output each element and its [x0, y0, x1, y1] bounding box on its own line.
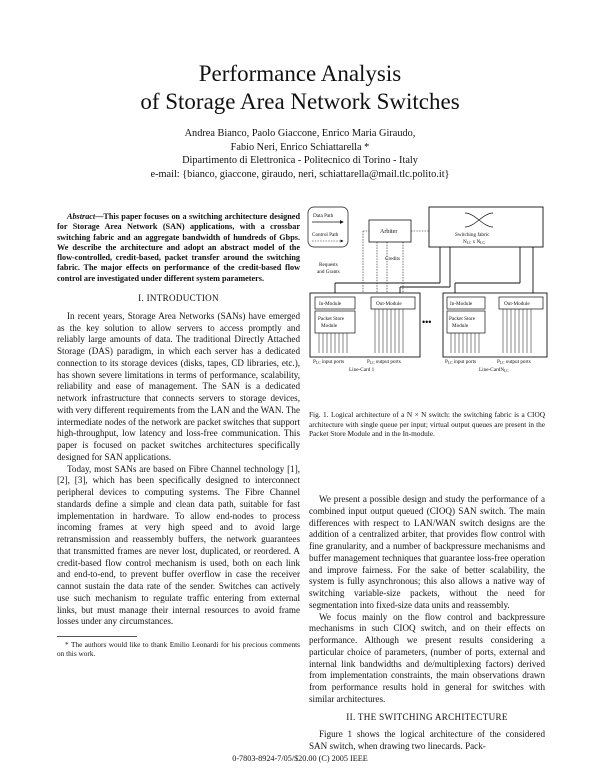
packet-store-label-n: Packet Store: [449, 316, 476, 322]
p-lc-output-1: $P_{LC}$ output ports: [367, 359, 401, 366]
authors-line-2: Fabio Neri, Enrico Schiattarella *: [230, 141, 370, 153]
intro-paragraph-1: In recent years, Storage Area Networks (SANs) have emerged as the key solution to allow servers to access promptly and reliably large amounts of data. The traditional Directly Attached Storage (DAS) paradigm, in which each server has a dedicated connection to its storage devices (disks, tapes, CD libraries, etc.), has shown severe limitations in terms of performance, scalability, reliability and ease of management. The SAN is a dedicated network infrastructure that connects servers to storage devices, with very different requirements from the LAN and the WAN. The intermediate nodes of the network are packet switches that support high-throughput, low latency and loss-free communication. This paper is focused on packet switches architectures specifically designed for SAN applications.: [57, 310, 300, 462]
legend-data-path: Data Path: [313, 213, 334, 219]
paper-title: [0, 60, 600, 116]
linecard-1: [310, 293, 420, 373]
section-introduction-heading: I. INTRODUCTION: [138, 293, 219, 304]
p-lc-input-1: $P_{LC}$ input ports: [313, 359, 345, 366]
linecard-1-label: Line-Card 1: [349, 367, 375, 373]
linecard-n-label: Line-CardN$_{LC}$: [479, 367, 509, 374]
p-lc-output-n: $P_{LC}$ output ports: [497, 359, 531, 366]
switching-fabric-box: [429, 207, 543, 247]
author-block: [0, 127, 600, 181]
legend-box: [308, 207, 348, 247]
out-module-label-1: Out-Module: [376, 301, 402, 307]
module-label-n: Module: [452, 323, 469, 329]
credits-label: Credits: [385, 256, 400, 262]
figure-caption: Fig. 1. Logical architecture of a N × N switch: the switching fabric is a CIOQ architecture with single queue per input; virtual output queues are present in the Packet Store Module and in the In-module.: [309, 410, 545, 438]
title-line-1: Performance Analysis: [198, 61, 402, 86]
email: e-mail: {bianco, giaccone, giraudo, neri, schiattarella@mail.tlc.polito.it}: [150, 168, 450, 180]
title-line-2: of Storage Area Network Switches: [140, 89, 460, 114]
ellipsis-dots: •••: [422, 317, 432, 327]
section-architecture-heading: II. THE SWITCHING ARCHITECTURE: [346, 711, 508, 722]
fabric-label: Switching fabric: [455, 232, 490, 238]
architecture-figure: [305, 203, 550, 405]
arbiter-label: Arbiter: [380, 229, 398, 235]
right-paragraph-2: We focus mainly on the flow control and backpressure mechanisms in such CIOQ switch, and on their effects on performance. Although we present results considering a particular choice of parameters, (number of ports, external and internal link bandwidths and de/multiplexing factors) derived from implementation constraints, the main observations drawn from performance results hold in general for switches with similar architectures.: [309, 611, 545, 704]
affiliation: Dipartimento di Elettronica - Politecnico di Torino - Italy: [182, 155, 418, 166]
fabric-size: $N_{LC}$ x $N_{LC}$: [463, 239, 485, 246]
right-column: [309, 494, 545, 753]
packet-store-label-1: Packet Store: [318, 316, 345, 322]
abstract-label: Abstract: [67, 212, 96, 221]
out-module-label-n: Out-Module: [504, 301, 530, 307]
in-module-label-n: In-Module: [450, 301, 473, 307]
p-lc-input-n: $P_{LC}$ input ports: [445, 359, 477, 366]
footnote: * The authors would like to thank Emilio Leonardi for his precious comments on this work.: [57, 640, 300, 659]
grants-label: and Grants: [317, 269, 340, 275]
authors-line-1: Andrea Bianco, Paolo Giaccone, Enrico Maria Giraudo,: [184, 128, 416, 139]
footnote-rule: [57, 636, 137, 637]
right-paragraph-1: We present a possible design and study the performance of a combined input output queued (CIOQ) SAN switch. The main differences with respect to LAN/WAN switch designs are the addition of a centralized arbiter, that provides flow control with fine granularity, and a number of backpressure mechanisms and buffer management techniques that guarantee loss-free operation and improve fairness. For the sake of better scalability, the system is fully asynchronous; this also allows a native way of switching variable-size packets, without the need for segmentation into fixed-size data units and reassembly.: [309, 494, 545, 610]
module-label-1: Module: [321, 323, 338, 329]
left-column: [57, 212, 300, 658]
linecard-n: [443, 293, 547, 373]
requests-label: Requests: [319, 262, 338, 268]
abstract-text: —This paper focuses on a switching architecture designed for Storage Area Network (SAN) applications, with a crossbar switching fabric and an aggregate bandwidth of hundreds of Gbps. We describe the architecture and adopt an abstract model of the flow-controlled, credit-based, packet transfer around the switching fabric. The major effects on performance of the credit-based flow control are investigated under different system parameters.: [57, 212, 300, 283]
page-footer: 0-7803-8924-7/05/$20.00 (C) 2005 IEEE: [232, 754, 368, 763]
right-paragraph-3: Figure 1 shows the logical architecture of the considered SAN switch, when drawing two linecards. Pack-: [309, 729, 545, 751]
legend-control-path: Control Path: [312, 232, 339, 238]
crossbar-icon: [465, 213, 493, 227]
in-module-label-1: In-Module: [319, 301, 342, 307]
intro-paragraph-2: Today, most SANs are based on Fibre Channel technology [1], [2], [3], which has been specifically designed to interconnect peripheral devices to computing systems. The Fibre Channel standards define a simple and clean data path, suitable for fast implementation in hardware. To allow end-nodes to process incoming frames at very high speed and to avoid large retransmission and reassembly buffers, the network guarantees that transmitted frames are never lost, duplicated, or reordered. A credit-based flow control mechanism is used, both on each link and end-to-end, to prevent buffer overflow in case the receiver cannot sustain the data rate of the sender. Switches can actively use such mechanism to regulate traffic entering from external links, but must manage their internal resources to avoid frame losses under any circumstances.: [57, 463, 300, 627]
abstract: [57, 212, 300, 284]
